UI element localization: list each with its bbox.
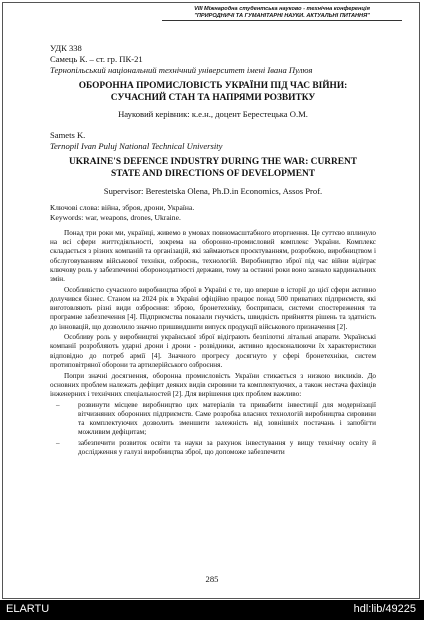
udc-code: УДК 338	[50, 43, 82, 53]
title-ua-line-2: СУЧАСНИЙ СТАН ТА НАПРЯМИ РОЗВИТКУ	[110, 92, 316, 103]
affiliation-en: Ternopil Ivan Puluj National Technical University	[50, 141, 223, 151]
title-ua-line-1: ОБОРОННА ПРОМИСЛОВІСТЬ УКРАЇНИ ПІД ЧАС ВІЙНИ:	[78, 81, 348, 91]
list-item-text: забезпечити розвиток освіти та науки за рахунок інвестування у вищу технічну освіту й дослідження у галузі виробництва зброї, що допоможе забезпечити	[78, 438, 376, 457]
title-en-line-1: UKRAINE'S DEFENCE INDUSTRY DURING THE WAR: CURRENT	[68, 157, 358, 167]
paragraph-3: Особливу роль у виробництві української зброї відіграють безпілотні літальні апарати. Українські компанії розробляють ударні дрони і дрони - розвідники, активно вдосконалюючи їх характеристики відповідно до потреб армії [4]. Значного прогресу досягнуто у сфері бронетехніки, систем протиповітряної оборони та артилерійського озброєння.	[50, 333, 376, 369]
list-item	[50, 439, 376, 457]
page-number: 285	[205, 574, 219, 584]
keywords-en: Keywords: war, weapons, drones, Ukraine.	[50, 212, 181, 222]
list-item	[50, 401, 376, 438]
dash-bullet: –	[56, 400, 60, 409]
challenges-list	[50, 401, 376, 458]
affiliation-ua: Тернопільський національний технічний університет імені Івана Пулюя	[50, 65, 313, 75]
footer-handle: hdl:lib/49225	[353, 603, 416, 615]
supervisor-ua: Науковий керівник: к.е.н., доцент Берестецька О.М.	[118, 109, 308, 119]
conference-header	[162, 6, 402, 21]
dash-bullet: –	[56, 438, 60, 447]
list-item-text: розвинути місцеве виробництво цих матеріалів та привабити інвестиції для модернізації вітчизняних оборонних підприємств. Саме розробка власних технологій виробництва сировини та комплектуючих дозволить зменшити залежність від зовнішніх постачань і запобігти можливим дефіцитам;	[78, 400, 376, 437]
conference-line-2: "ПРИРОДНИЧІ ТА ГУМАНІТАРНІ НАУКИ. АКТУАЛЬНІ ПИТАННЯ"	[194, 12, 370, 19]
supervisor-en: Supervisor: Berestetska Olena, Ph.D.in Economics, Assos Prof.	[103, 186, 323, 196]
conference-line-1: VIII Міжнародна студентська науково - технічна конференція	[194, 6, 370, 12]
title-en	[50, 157, 376, 180]
article-body	[50, 229, 376, 457]
paragraph-1: Понад три роки ми, українці, живемо в умовах повномасштабного вторгнення. Це суттєво вплинуло на всі сфери життєдіяльності, зокрема на оборонно-промисловий комплекс України. Комплекс складається з різних компаній та організацій, які займаються проєктуванням, розробкою, виробництвом і обслуговуванням військової техніки, озброєнь, технологій. Виробництво зброї під час війни відіграє ключову роль у забезпеченні обороноздатності держави, тому за останні роки воно зазнало кардинальних змін.	[50, 229, 376, 284]
keywords-ua: Ключові слова: війна, зброя, дрони, Україна.	[50, 203, 195, 212]
title-en-line-2: STATE AND DIRECTIONS OF DEVELOPMENT	[110, 168, 316, 179]
author-ua: Самець К. – ст. гр. ПК-21	[50, 54, 143, 64]
paragraph-4: Попри значні досягнення, оборонна промисловість України стикається з низкою викликів. До основних проблем належать дефіцит деяких видів сировини та комплектуючих, а також нестача фахівців інженерних і технічних спеціальностей [2]. Для вирішення цих проблем важливо:	[50, 371, 376, 398]
article-page	[50, 43, 376, 459]
paragraph-2: Особливістю сучасного виробництва зброї в Україні є те, що вперше в історії до цієї сфери активно долучився бізнес. Станом на 2024 рік в Україні офіційно працює понад 500 приватних підприємств, які виготовляють різні види озброєння: зброю, бронетехніку, боєприпаси, системи спостереження та програмне забезпечення [4]. Підприємства показали гнучкість, швидкість прийняття рішень та здатність до інновацій, що дозволило значно пришвидшити випуск продукції військового призначення [2].	[50, 285, 376, 331]
repository-footer	[0, 600, 424, 620]
title-ua	[50, 81, 376, 104]
footer-source: ELARTU	[6, 603, 50, 615]
author-en: Samets K.	[50, 130, 86, 140]
